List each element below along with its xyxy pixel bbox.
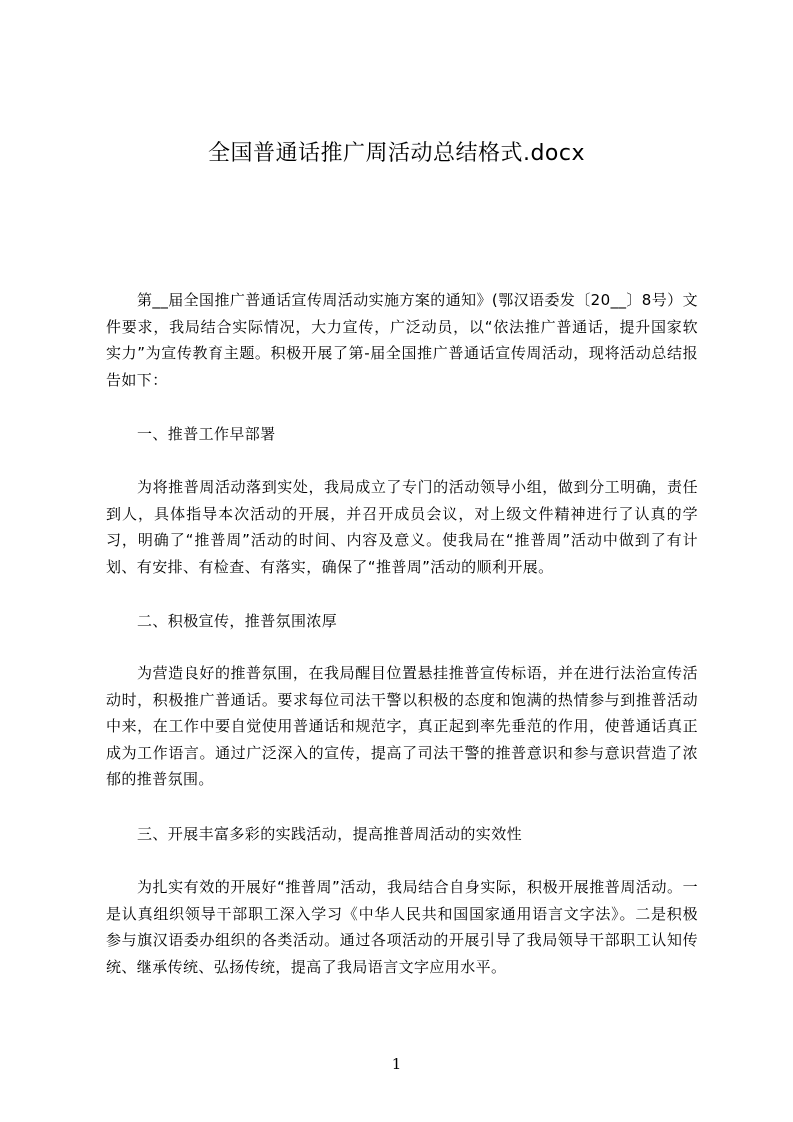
section-paragraph-3: 为扎实有效的开展好“推普周”活动，我局结合自身实际，积极开展推普周活动。一是认真组织领导干部职工深入学习《中华人民共和国国家通用语言文字法》。二是积极参与旗汉语委办组织的各类活动。通过各项活动的开展引导了我局领导干部职工认知传统、继承传统、弘扬传统，提高了我局语言文字应用水平。 [106,878,698,976]
page-number: 1 [391,1055,402,1073]
section-heading-3: 三、开展丰富多彩的实践活动，提高推普周活动的实效性 [137,825,523,843]
section-paragraph-2: 为营造良好的推普氛围，在我局醒目位置悬挂推普宣传标语，并在进行法治宣传活动时，积极推广普通话。要求每位司法干警以积极的态度和饱满的热情参与到推普活动中来，在工作中要自觉使用普通话和规范字，真正起到率先垂范的作用，使普通话真正成为工作语言。通过广泛深入的宣传，提高了司法干警的推普意识和参与意识营造了浓郁的推普氛围。 [106,664,698,789]
document-title: 全国普通话推广周活动总结格式.docx [207,141,586,166]
section-heading-2: 二、积极宣传，推普氛围浓厚 [137,612,338,630]
section-heading-1: 一、推普工作早部署 [137,425,276,443]
section-paragraph-1: 为将推普周活动落到实处，我局成立了专门的活动领导小组，做到分工明确，责任到人，具体指导本次活动的开展，并召开成员会议，对上级文件精神进行了认真的学习，明确了“推普周”活动的时间、内容及意义。使我局在“推普周”活动中做到了有计划、有安排、有检查、有落实，确保了“推普周”活动的顺利开展。 [106,478,698,576]
intro-paragraph: 第__届全国推广普通话宣传周活动实施方案的通知》(鄂汉语委发〔20__〕8号）文件要求，我局结合实际情况，大力宣传，广泛动员，以“依法推广普通话，提升国家软实力”为宣传教育主题。积极开展了第-届全国推广普通话宣传周活动，现将活动总结报告如下： [106,291,698,389]
